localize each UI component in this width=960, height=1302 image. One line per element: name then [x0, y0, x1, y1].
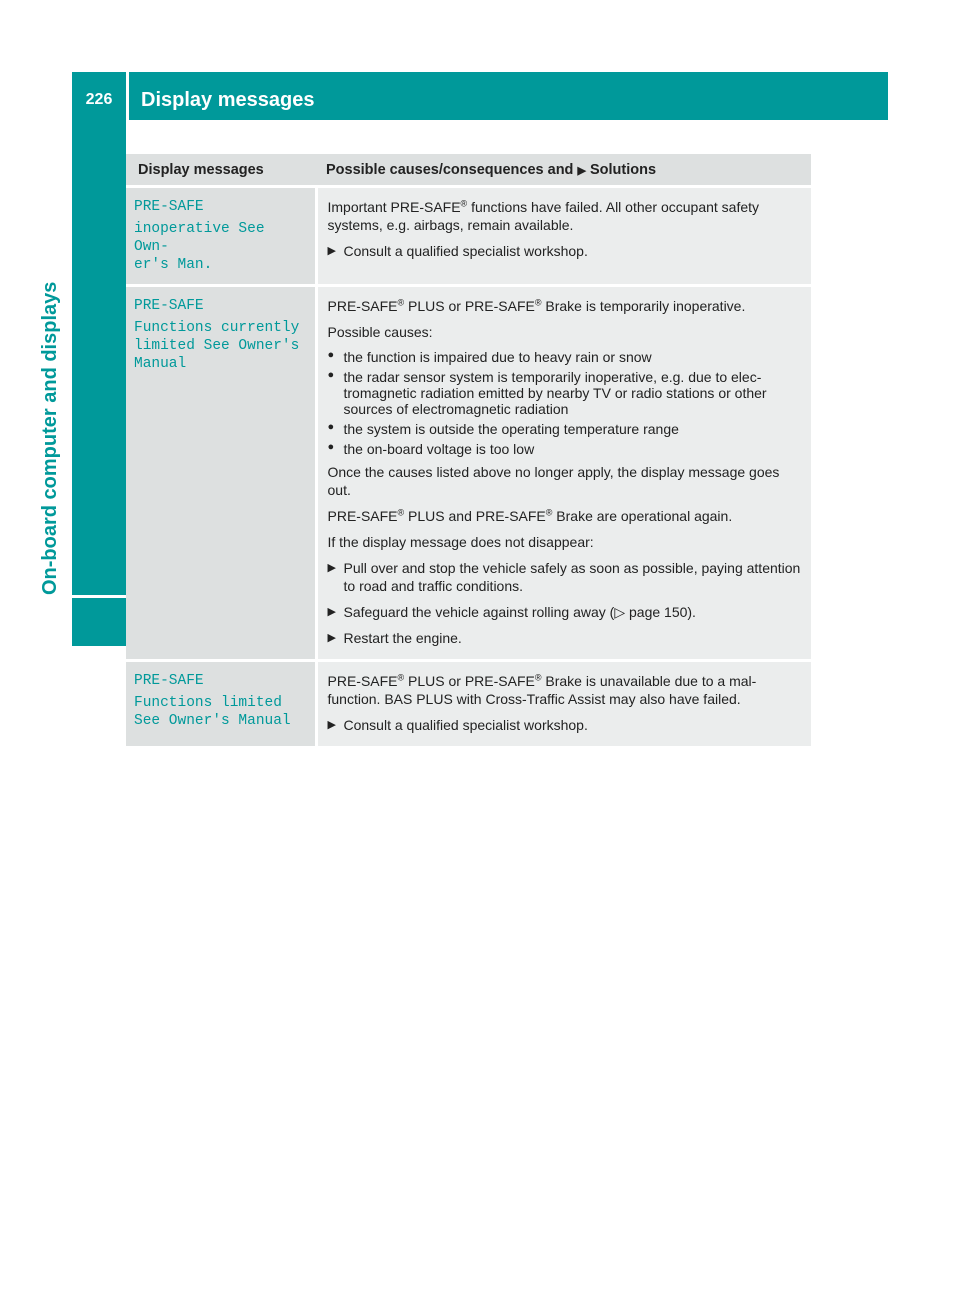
action-arrow-icon: ▶ — [327, 719, 336, 731]
message-line: See Owner's Manual — [134, 713, 291, 729]
registered-mark: ® — [397, 672, 405, 683]
causes-cell — [316, 187, 811, 286]
list-item-text: the function is impaired due to heavy rain or snow — [343, 349, 652, 365]
registered-mark: ® — [397, 507, 405, 518]
bullet-icon: ● — [327, 369, 335, 381]
table-row — [126, 661, 811, 747]
action-text: Safeguard the vehicle against rolling away ( — [343, 604, 615, 620]
text-run: Brake is unavailable due to a mal-function. BAS PLUS with Cross-Traffic Assist may also have failed. — [327, 673, 757, 707]
action-step — [328, 242, 804, 260]
side-tab-label: On-board computer and displays — [39, 281, 61, 595]
text-run: PRE-SAFE — [327, 508, 398, 524]
action-arrow-icon: ▶ — [327, 606, 336, 618]
action-step — [328, 629, 804, 647]
action-arrow-icon: ▶ — [327, 632, 336, 644]
page-header — [72, 72, 888, 120]
col-header-causes-text: Possible causes/consequences and — [326, 161, 574, 178]
action-text: Pull over and stop the vehicle safely as soon as possible, paying attention to road and traffic conditions. — [343, 560, 801, 594]
side-tab-bar — [72, 120, 126, 595]
registered-mark: ® — [545, 507, 553, 518]
display-message-cell — [126, 286, 316, 661]
display-messages-table — [126, 154, 811, 746]
col-header-solutions-text: Solutions — [589, 161, 657, 178]
causes-list — [328, 349, 804, 457]
list-item-text: the radar sensor system is temporarily inoperative, e.g. due to elec-tromagnetic radiation emitted by nearby TV or radio stations or other sources of electromagnetic radiation — [343, 369, 767, 417]
paragraph — [328, 507, 804, 525]
display-message-text — [134, 672, 307, 730]
text-run: PLUS or PRE-SAFE — [404, 298, 535, 314]
page-title: Display messages — [141, 89, 315, 111]
text-run: Brake is temporarily inoperative. — [541, 298, 746, 314]
registered-mark: ® — [397, 297, 405, 308]
action-text: Consult a qualified specialist workshop. — [343, 243, 588, 259]
page-ref-link[interactable]: page 150). — [625, 604, 696, 620]
action-text: Consult a qualified specialist workshop. — [343, 717, 588, 733]
paragraph: If the display message does not disappear: — [327, 534, 594, 550]
paragraph — [328, 672, 804, 708]
registered-mark: ® — [460, 198, 468, 209]
action-step — [328, 603, 804, 621]
side-tab-marker — [72, 598, 126, 646]
bullet-icon: ● — [327, 421, 335, 433]
registered-mark: ® — [534, 672, 542, 683]
display-message-cell — [126, 187, 316, 286]
display-message-text — [134, 297, 307, 373]
display-message-text — [134, 198, 307, 274]
action-arrow-icon: ▶ — [327, 245, 336, 257]
registered-mark: ® — [534, 297, 542, 308]
causes-cell — [316, 286, 811, 661]
col-header-display-messages: Display messages — [126, 154, 316, 187]
list-item-text: the on-board voltage is too low — [343, 441, 535, 457]
paragraph — [328, 297, 804, 315]
action-arrow-icon: ▶ — [577, 164, 586, 177]
table-row — [126, 187, 811, 286]
text-run: PRE-SAFE — [327, 298, 398, 314]
text-run: functions have failed. All other occupant safety systems, e.g. airbags, remain available. — [327, 199, 760, 233]
message-line: PRE-SAFE — [134, 298, 204, 314]
message-line: PRE-SAFE — [134, 199, 204, 215]
message-line: Functions limited — [134, 695, 282, 711]
bullet-icon: ● — [327, 349, 335, 361]
list-item — [328, 369, 804, 417]
message-line: limited See Owner's — [134, 338, 300, 354]
display-message-cell — [126, 661, 316, 747]
message-line: Manual — [134, 356, 187, 372]
bullet-icon: ● — [327, 441, 335, 453]
page-number: 226 — [85, 91, 113, 108]
text-run: PLUS or PRE-SAFE — [404, 673, 535, 689]
message-line: inoperative See Own‐ — [134, 221, 265, 255]
message-line: er's Man. — [134, 257, 213, 273]
col-header-causes — [316, 154, 811, 187]
text-run: PLUS and PRE-SAFE — [404, 508, 546, 524]
action-text: Restart the engine. — [343, 630, 462, 646]
page-ref-icon: ▷ — [614, 604, 626, 620]
list-item-text: the system is outside the operating temperature range — [343, 421, 679, 437]
causes-cell — [316, 661, 811, 747]
paragraph: Possible causes: — [327, 324, 433, 340]
action-step — [328, 559, 804, 595]
message-line: Functions currently — [134, 320, 300, 336]
message-line: PRE-SAFE — [134, 673, 204, 689]
list-item — [328, 441, 804, 457]
table-row — [126, 286, 811, 661]
list-item — [328, 421, 804, 437]
list-item — [328, 349, 804, 365]
text-run: Important PRE-SAFE — [327, 199, 461, 215]
paragraph — [328, 198, 804, 234]
action-step — [328, 716, 804, 734]
text-run: Brake are operational again. — [552, 508, 733, 524]
table-header-row — [126, 154, 811, 187]
action-arrow-icon: ▶ — [327, 562, 336, 574]
text-run: PRE-SAFE — [327, 673, 398, 689]
header-divider — [126, 72, 129, 120]
paragraph: Once the causes listed above no longer apply, the display message goes out. — [327, 464, 780, 498]
